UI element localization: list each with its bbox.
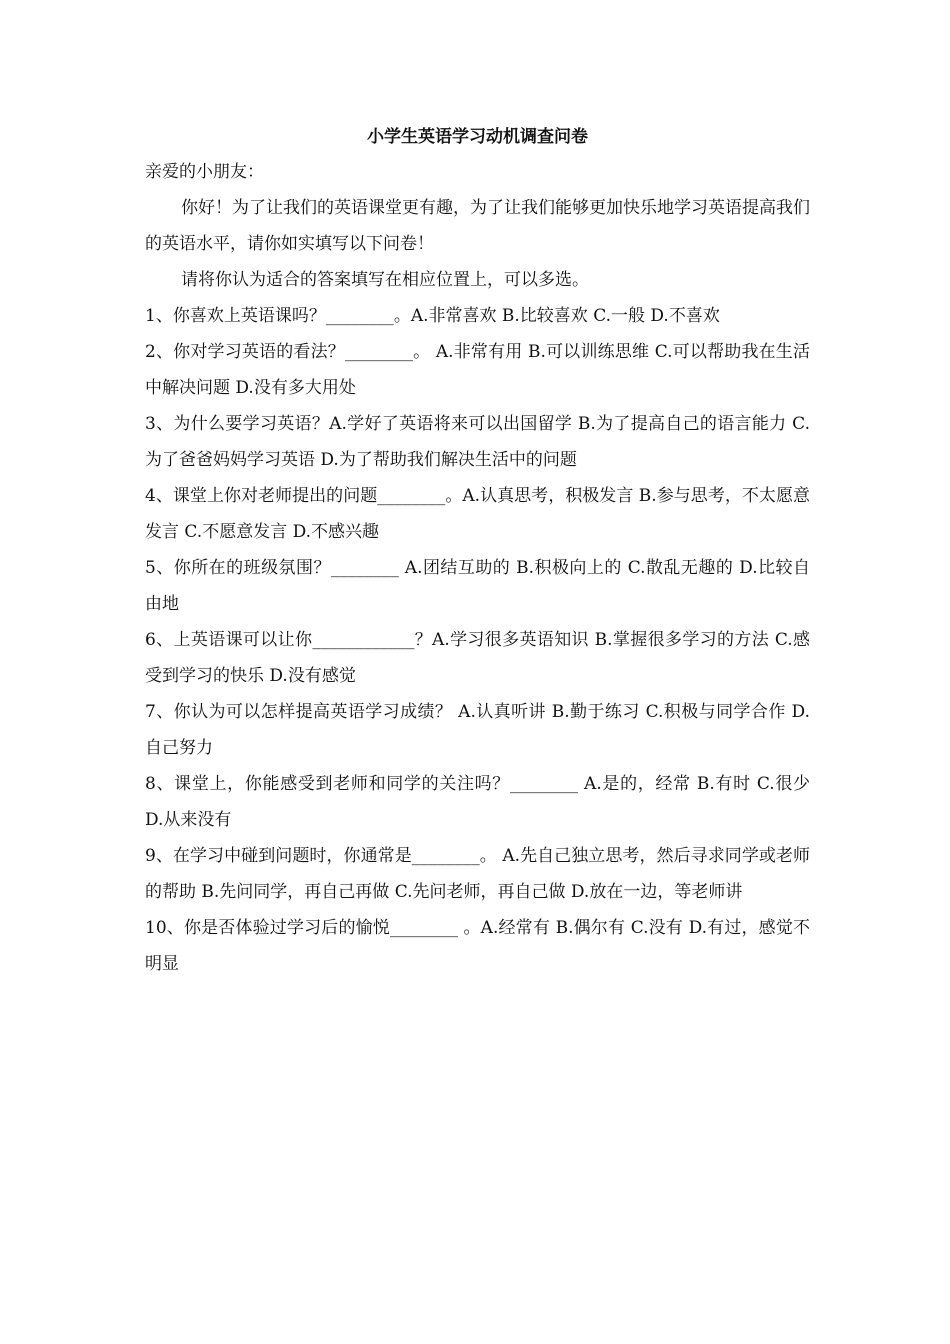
instruction-paragraph: 请将你认为适合的答案填写在相应位置上，可以多选。: [181, 270, 589, 290]
document-title: 小学生英语学习动机调查问卷: [367, 127, 588, 147]
question-2: 2、你对学习英语的看法？________。 A.非常有用 B.可以训练思维 C.可以帮助我在生活中解决问题 D.没有多大用处: [145, 342, 810, 398]
question-4: 4、课堂上你对老师提出的问题________。A.认真思考，积极发言 B.参与思考，不太愿意发言 C.不愿意发言 D.不感兴趣: [145, 486, 810, 542]
question-6: 6、上英语课可以让你____________？A.学习很多英语知识 B.掌握很多学习的方法 C.感受到学习的快乐 D.没有感觉: [145, 630, 810, 686]
question-3: 3、为什么要学习英语？A.学好了英语将来可以出国留学 B.为了提高自己的语言能力 C.为了爸爸妈妈学习英语 D.为了帮助我们解决生活中的问题: [145, 414, 810, 470]
greeting: 亲爱的小朋友：: [145, 162, 264, 182]
question-5: 5、你所在的班级氛围？________ A.团结互助的 B.积极向上的 C.散乱无趣的 D.比较自由地: [145, 558, 810, 614]
intro-paragraph: 你好！为了让我们的英语课堂更有趣，为了让我们能够更加快乐地学习英语提高我们的英语水平，请你如实填写以下问卷！: [145, 198, 810, 254]
document-page: [145, 122, 810, 982]
question-9: 9、在学习中碰到问题时，你通常是________。 A.先自己独立思考，然后寻求同学或老师的帮助 B.先问同学，再自己再做 C.先问老师，再自己做 D.放在一边，等老师讲: [145, 846, 810, 902]
question-1: 1、你喜欢上英语课吗？________。A.非常喜欢 B.比较喜欢 C.一般 D.不喜欢: [145, 306, 720, 326]
question-10: 10、你是否体验过学习后的愉悦________ 。A.经常有 B.偶尔有 C.没有 D.有过，感觉不明显: [145, 918, 810, 974]
question-8: 8、课堂上，你能感受到老师和同学的关注吗？________ A.是的，经常 B.有时 C.很少 D.从来没有: [145, 774, 810, 830]
question-7: 7、你认为可以怎样提高英语学习成绩？ A.认真听讲 B.勤于练习 C.积极与同学合作 D.自己努力: [145, 702, 810, 758]
